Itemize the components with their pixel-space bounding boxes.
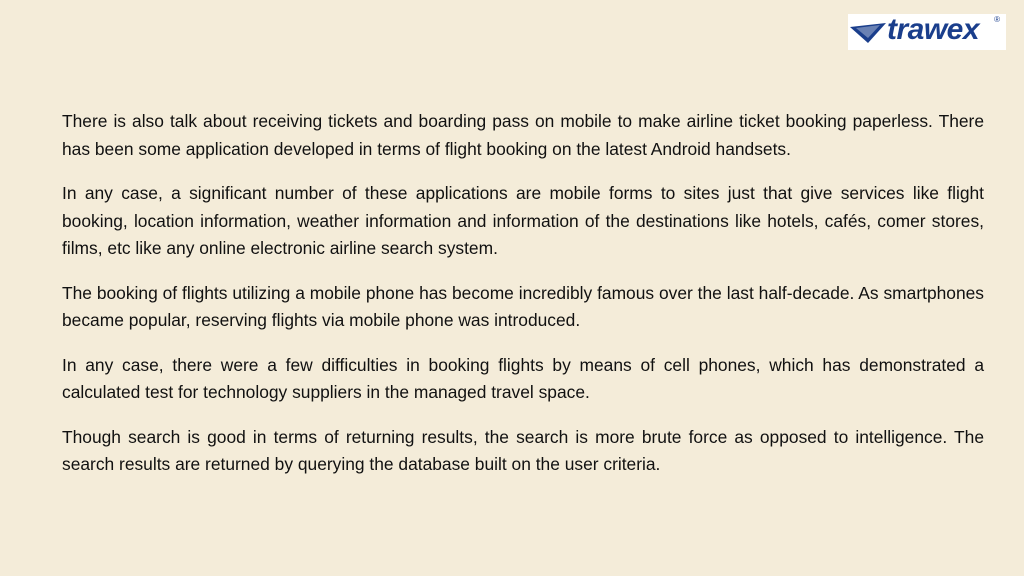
paragraph-2: In any case, a significant number of these applications are mobile forms to sites just that give services like flight booking, location information, weather information and information of the destinations like hotels, cafés, comer stores, films, etc like any online electronic airline search system.: [62, 183, 984, 258]
article-body: [62, 108, 984, 496]
brand-name: trawex: [887, 13, 980, 46]
paragraph-3: The booking of flights utilizing a mobile phone has become incredibly famous over the last half-decade. As smartphones became popular, reserving flights via mobile phone was introduced.: [62, 282, 984, 330]
registered-mark: ®: [994, 15, 1000, 24]
plane-arrow-icon: [850, 19, 886, 45]
paragraph-5: Though search is good in terms of returning results, the search is more brute force as opposed to intelligence. The search results are returned by querying the database built on the user criteria.: [62, 426, 984, 474]
paragraph-1: There is also talk about receiving tickets and boarding pass on mobile to make airline ticket booking paperless. There has been some application developed in terms of flight booking on the latest Android handsets.: [62, 111, 984, 159]
brand-logo[interactable]: [848, 14, 1006, 50]
paragraph-4: In any case, there were a few difficulties in booking flights by means of cell phones, which has demonstrated a calculated test for technology suppliers in the managed travel space.: [62, 354, 984, 402]
